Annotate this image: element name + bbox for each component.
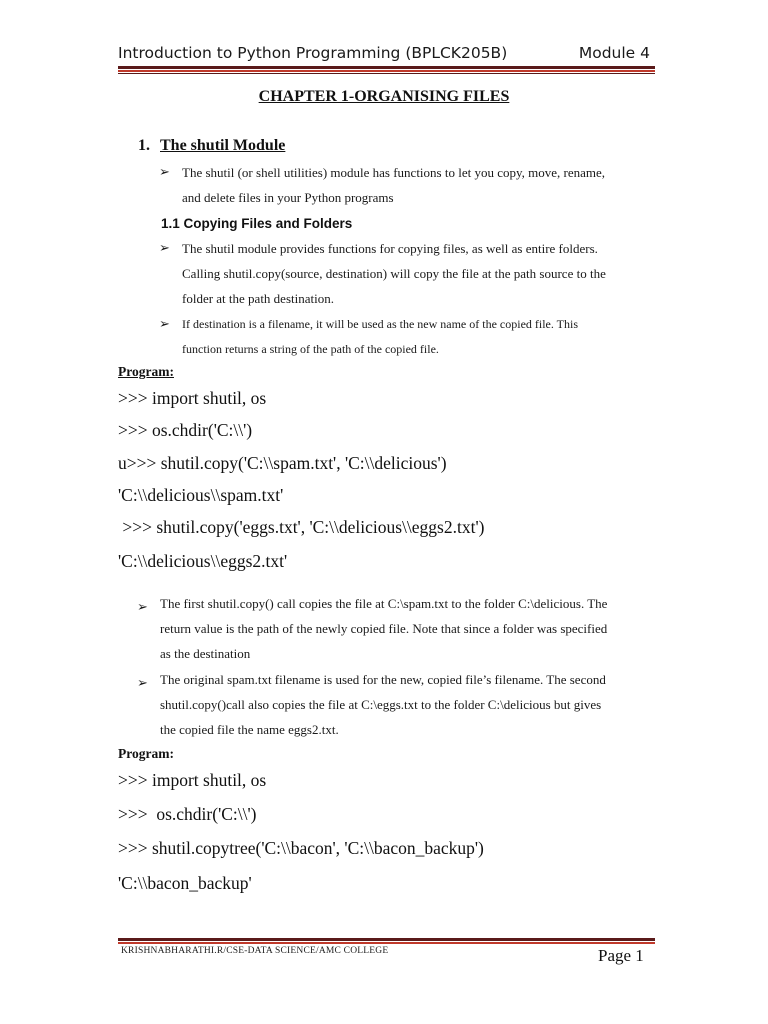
bullet-line: as the destination: [160, 646, 251, 661]
bullet-text: [160, 591, 652, 666]
page-number: Page 1: [598, 946, 644, 965]
footer-author: KRISHNABHARATHI.R/CSE-DATA SCIENCE/AMC COLLEGE: [121, 946, 389, 956]
bullet-line: function returns a string of the path of the copied file.: [182, 342, 439, 356]
section-title: The shutil Module: [160, 137, 286, 154]
arrow-bullet-icon: ➢: [159, 164, 170, 179]
section-number: 1.: [138, 137, 150, 154]
bullet-line: shutil.copy()call also copies the file at C:\eggs.txt to the folder C:\delicious but gives: [160, 697, 602, 712]
bullet-text: [182, 236, 652, 311]
bullet-line: return value is the path of the newly copied file. Note that since a folder was specified: [160, 621, 608, 636]
section-heading: [138, 137, 285, 155]
bullet-line: Calling shutil.copy(source, destination) will copy the file at the path source to the: [182, 266, 606, 281]
bullet-line: If destination is a filename, it will be used as the new name of the copied file. This: [182, 317, 578, 331]
bullet-line: The original spam.txt filename is used for the new, copied file’s filename. The second: [160, 672, 606, 687]
arrow-bullet-icon: ➢: [137, 599, 148, 614]
header-course-title: Introduction to Python Programming (BPLCK205B): [118, 44, 508, 62]
code-line: u>>> shutil.copy('C:\\spam.txt', 'C:\\delicious'): [118, 453, 447, 473]
code-line: >>> os.chdir('C:\\'): [118, 420, 253, 440]
bullet-line: The shutil module provides functions for copying files, as well as entire folders.: [182, 241, 598, 256]
bullet-text: [182, 160, 652, 210]
bullet-line: The shutil (or shell utilities) module has functions to let you copy, move, rename,: [182, 165, 606, 180]
footer-rule: [118, 938, 655, 944]
code-line: 'C:\\delicious\\eggs2.txt': [118, 551, 288, 571]
code-line: >>> shutil.copy('eggs.txt', 'C:\\delicious\\eggs2.txt'): [118, 517, 485, 537]
header-rule: [118, 66, 655, 74]
bullet-line: and delete files in your Python programs: [182, 190, 394, 205]
bullet-line: The first shutil.copy() call copies the file at C:\spam.txt to the folder C:\delicious. The: [160, 596, 608, 611]
arrow-bullet-icon: ➢: [159, 316, 170, 331]
program-label: Program:: [118, 746, 174, 761]
subsection-title: 1.1 Copying Files and Folders: [161, 216, 353, 231]
header-module: Module 4: [578, 44, 650, 62]
bullet-line: folder at the path destination.: [182, 291, 334, 306]
code-line: 'C:\\bacon_backup': [118, 873, 252, 893]
code-line: >>> os.chdir('C:\\'): [118, 804, 257, 824]
code-line: >>> shutil.copytree('C:\\bacon', 'C:\\bacon_backup'): [118, 838, 484, 858]
code-line: >>> import shutil, os: [118, 770, 267, 790]
code-line: 'C:\\delicious\\spam.txt': [118, 485, 284, 505]
chapter-title: CHAPTER 1-ORGANISING FILES: [258, 88, 510, 105]
arrow-bullet-icon: ➢: [137, 675, 148, 690]
bullet-text: [182, 312, 652, 362]
code-line: >>> import shutil, os: [118, 388, 267, 408]
program-label: Program:: [118, 364, 174, 379]
arrow-bullet-icon: ➢: [159, 240, 170, 255]
bullet-text: [160, 667, 652, 742]
bullet-line: the copied file the name eggs2.txt.: [160, 722, 339, 737]
